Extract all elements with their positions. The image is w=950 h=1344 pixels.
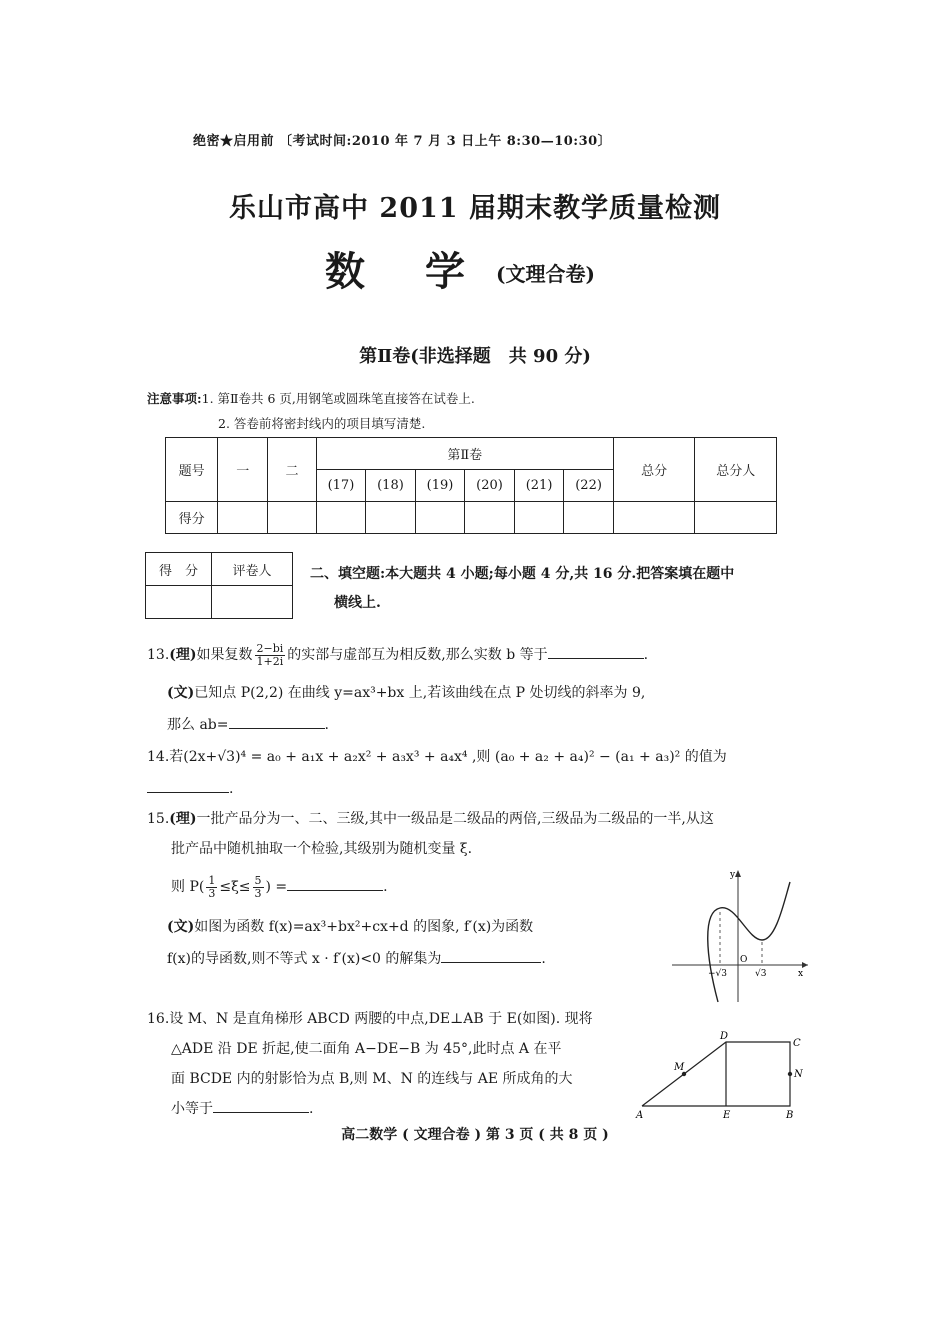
graph-x-label: x	[798, 969, 804, 979]
col-section-one: 一	[218, 438, 268, 502]
q15-wen-answer-blank[interactable]	[441, 946, 541, 963]
col-q21: (21)	[514, 470, 564, 502]
grader-score-cell[interactable]	[146, 586, 212, 619]
grader-score-label: 得 分	[146, 553, 212, 586]
q16-line-1: 设 M、N 是直角梯形 ABCD 两腰的中点,DE⊥AB 于 E(如图). 现将	[169, 1011, 593, 1027]
row-label-question-number: 题号	[166, 438, 218, 502]
q15-li3-post: ) =	[265, 879, 288, 895]
q15-frac2-den: 3	[254, 886, 262, 900]
q15-wen-line-2: f(x)的导函数,则不等式 x · f′(x)<0 的解集为	[167, 951, 442, 967]
section-two-line-2: 横线上.	[334, 595, 381, 611]
score-cell[interactable]	[564, 502, 614, 534]
q13-wen-answer-blank[interactable]	[229, 712, 325, 729]
q16-line-2: △ADE 沿 DE 折起,使二面角 A−DE−B 为 45°,此时点 A 在平	[171, 1041, 562, 1057]
question-14: 14.若(2x+√3)⁴ = a₀ + a₁x + a₂x² + a₃x³ + a₄x⁴ ,则 (a₀ + a₂ + a₄)² − (a₁ + a₃)² 的值为 .	[147, 749, 727, 797]
q13-li-post: 的实部与虚部互为相反数,那么实数 b 等于	[287, 647, 548, 663]
q13-li-pre: 如果复数	[196, 647, 253, 663]
score-table	[165, 437, 777, 534]
q16-trapezoid-figure	[632, 1030, 812, 1122]
q15-li3-pre: 则 P(	[171, 879, 205, 895]
q15-li3-mid: ≤ξ≤	[219, 879, 251, 895]
score-cell[interactable]	[366, 502, 416, 534]
q15-number: 15.	[147, 811, 170, 827]
label-m: M	[674, 1062, 685, 1073]
page-footer: 高二数学 ( 文理合卷 ) 第 3 页 ( 共 8 页 )	[341, 1127, 609, 1143]
q15-frac-2	[253, 875, 264, 900]
col-q18: (18)	[366, 470, 416, 502]
label-d: D	[720, 1031, 729, 1042]
q15-wen-line-1: 如图为函数 f(x)=ax³+bx²+cx+d 的图象, f′(x)为函数	[194, 919, 534, 935]
q15-li-line-2: 批产品中随机抽取一个检验,其级别为随机变量 ξ.	[171, 841, 473, 857]
exam-title: 乐山市高中 2011 届期末教学质量检测	[229, 193, 721, 224]
question-13-wen: (文)已知点 P(2,2) 在曲线 y=ax³+bx 上,若该曲线在点 P 处切线的斜率为 9, 那么 ab= .	[167, 685, 646, 733]
question-13-li: 13.(理)如果复数 $\frac{2-bi}{1+2i}$ 的实部与虚部互为相反数,那么实数 b 等于 .	[147, 641, 649, 668]
q16-line-4: 小等于	[171, 1101, 213, 1117]
q13-li-answer-blank[interactable]	[548, 642, 644, 659]
label-e: E	[723, 1110, 731, 1121]
q13-wen-line-1: 已知点 P(2,2) 在曲线 y=ax³+bx 上,若该曲线在点 P 处切线的斜率为 9,	[194, 685, 646, 701]
row-label-score: 得分	[166, 502, 218, 534]
label-b: B	[786, 1110, 794, 1121]
exam-notes	[147, 386, 475, 436]
section-two-line-1: 二、填空题:本大题共 4 小题;每小题 4 分,共 16 分.把答案填在题中	[310, 566, 735, 582]
q13-tag-wen: (文)	[167, 685, 195, 701]
q14-number: 14.	[147, 749, 170, 765]
trapezoid-outline	[642, 1042, 790, 1106]
col-q19: (19)	[415, 470, 465, 502]
notes-item-1: 1. 第Ⅱ卷共 6 页,用钢笔或圆珠笔直接答在试卷上.	[201, 391, 475, 406]
grader-person-cell[interactable]	[211, 586, 292, 619]
q13-frac-num: 2−bi	[256, 641, 284, 655]
q15-tag-li: (理)	[169, 811, 197, 827]
q15-cubic-graph	[668, 862, 814, 1008]
q16-answer-blank[interactable]	[213, 1096, 309, 1113]
label-n: N	[794, 1069, 803, 1080]
q14-text: 若(2x+√3)⁴ = a₀ + a₁x + a₂x² + a₃x³ + a₄x⁴ ,则 (a₀ + a₂ + a₄)² − (a₁ + a₃)² 的值为	[169, 749, 727, 765]
label-c: C	[793, 1038, 801, 1049]
score-cell[interactable]	[218, 502, 268, 534]
q15-li-answer-blank[interactable]	[287, 874, 383, 891]
q15-frac1-num: 1	[208, 873, 216, 887]
col-group-part-two: 第Ⅱ卷	[316, 438, 613, 470]
col-q17: (17)	[316, 470, 366, 502]
question-15-li	[147, 804, 714, 864]
graph-y-label: y	[730, 870, 736, 880]
subject-note: (文理合卷)	[496, 262, 595, 286]
score-cell[interactable]	[514, 502, 564, 534]
col-q22: (22)	[564, 470, 614, 502]
grader-person-label: 评卷人	[211, 553, 292, 586]
q16-line-3: 面 BCDE 内的射影恰为点 B,则 M、N 的连线与 AE 所成角的大	[171, 1071, 573, 1087]
y-axis-arrow	[735, 870, 741, 877]
q14-answer-blank[interactable]	[147, 776, 229, 793]
score-cell[interactable]	[465, 502, 515, 534]
q15-frac2-num: 5	[254, 873, 262, 887]
q13-frac-den: 1+2i	[256, 654, 284, 668]
q15-frac1-den: 3	[208, 886, 216, 900]
col-q20: (20)	[465, 470, 515, 502]
q16-number: 16.	[147, 1011, 170, 1027]
score-cell[interactable]	[316, 502, 366, 534]
q13-fraction	[255, 643, 286, 668]
col-total: 总分	[613, 438, 695, 502]
score-cell[interactable]	[695, 502, 777, 534]
q13-tag-li: (理)	[169, 647, 197, 663]
q13-wen-line-2: 那么 ab=	[167, 717, 229, 733]
secret-exam-time-line: 绝密★启用前 〔考试时间:2010 年 7 月 3 日上午 8:30—10:30〕	[193, 134, 612, 149]
score-cell[interactable]	[268, 502, 316, 534]
score-cell[interactable]	[415, 502, 465, 534]
question-15-wen: (文)如图为函数 f(x)=ax³+bx²+cx+d 的图象, f′(x)为函数 f(x)的导函数,则不等式 x · f′(x)<0 的解集为 .	[167, 919, 546, 967]
grader-table	[145, 552, 293, 619]
graph-tick-neg-sqrt3: −√3	[708, 969, 728, 979]
question-16: 16.设 M、N 是直角梯形 ABCD 两腰的中点,DE⊥AB 于 E(如图). 现将 △ADE 沿 DE 折起,使二面角 A−DE−B 为 45°,此时点 A 在平 面 BCDE 内的射影恰为点 B,则 M、N 的连线与 AE 所成角的大 小等于 .	[147, 1011, 593, 1117]
col-total-person: 总分人	[695, 438, 777, 502]
score-cell[interactable]	[613, 502, 695, 534]
graph-origin-label: O	[740, 955, 748, 965]
part-heading: 第Ⅱ卷(非选择题 共 90 分)	[359, 346, 591, 367]
graph-tick-pos-sqrt3: √3	[755, 969, 767, 979]
subject-title: 数学	[325, 248, 525, 295]
col-section-two: 二	[268, 438, 316, 502]
notes-item-2: 2. 答卷前将密封线内的项目填写清楚.	[218, 416, 426, 431]
q13-number: 13.	[147, 647, 170, 663]
point-n	[788, 1072, 792, 1076]
section-two-heading	[310, 560, 734, 618]
label-a: A	[636, 1110, 644, 1121]
q15-tag-wen: (文)	[167, 919, 195, 935]
q15-li-line-1: 一批产品分为一、二、三级,其中一级品是二级品的两倍,三级品为二级品的一半,从这	[196, 811, 714, 827]
x-axis-arrow	[802, 962, 808, 968]
q15-frac-1	[206, 875, 217, 900]
question-15-li-prob: 则 P( $\frac{1}{3}$ ≤ξ≤ $\frac{5}{3}$ ) = .	[171, 873, 388, 900]
notes-label: 注意事项:	[147, 391, 202, 406]
